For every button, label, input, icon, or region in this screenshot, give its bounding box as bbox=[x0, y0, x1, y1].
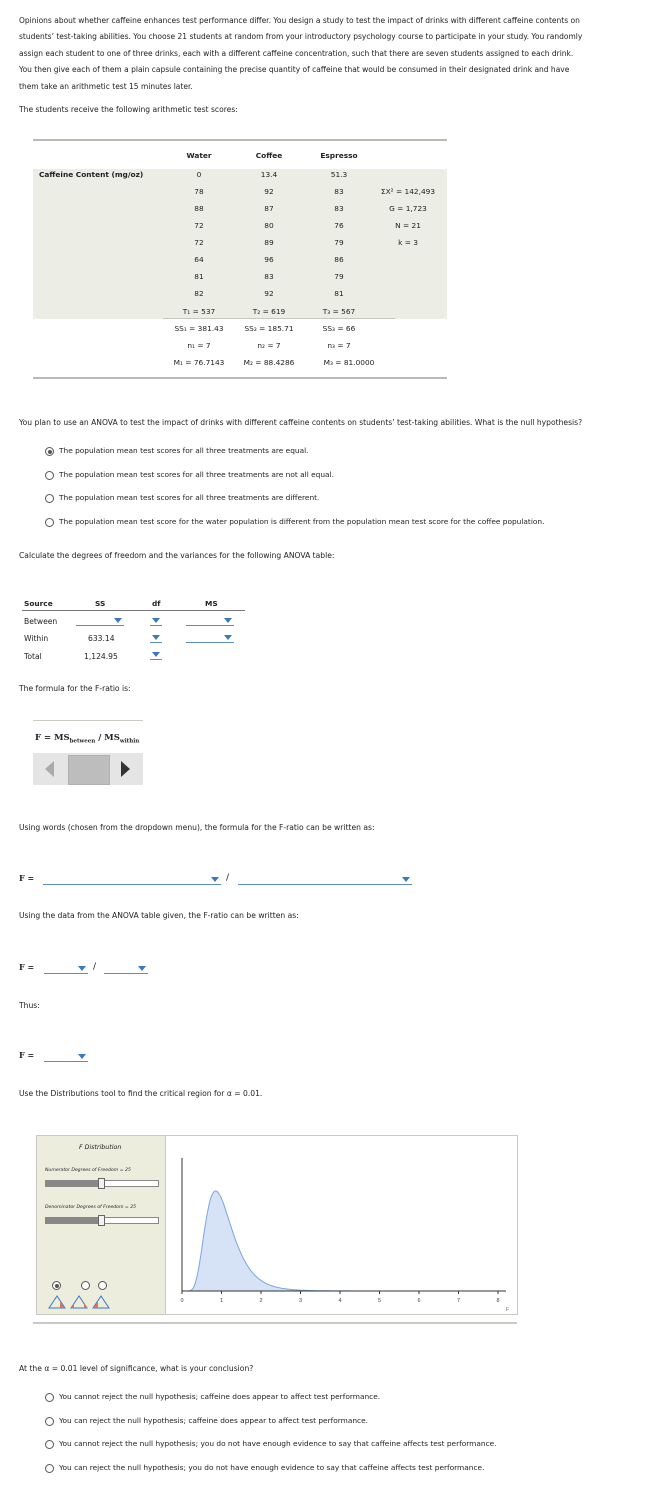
numerator-df-label: Numerator Degrees of Freedom = 25 bbox=[45, 1168, 131, 1173]
anova-header-rule bbox=[22, 610, 245, 611]
scores-caption: The students receive the following arithmetic test scores: bbox=[19, 105, 238, 114]
mean-coffee: M₂ = 88.4286 bbox=[243, 358, 295, 367]
score-coffee: 89 bbox=[264, 238, 274, 247]
df-within-dropdown[interactable] bbox=[150, 633, 162, 643]
score-water: 81 bbox=[194, 272, 204, 281]
thus-label: Thus: bbox=[19, 1001, 40, 1010]
null-hypothesis-option-label[interactable]: The population mean test scores for all three treatments are different. bbox=[59, 493, 320, 503]
conclusion-option-label[interactable]: You can reject the null hypothesis; you do not have enough evidence to say that caffeine affects test performance. bbox=[59, 1463, 485, 1473]
denominator-words-dropdown[interactable] bbox=[238, 875, 412, 885]
sum-x-squared: ΣX² = 142,493 bbox=[380, 187, 436, 196]
intro-line: You then give each of them a plain capsule containing the precise quantity of caffeine that would be consumed in their designated drink and have bbox=[19, 65, 570, 75]
denominator-df-slider-handle[interactable] bbox=[98, 1215, 105, 1226]
ms-within-dropdown[interactable] bbox=[186, 633, 234, 643]
distributions-tool bbox=[36, 1135, 518, 1315]
distribution-title: F Distribution bbox=[79, 1144, 122, 1151]
stats-divider bbox=[163, 318, 395, 319]
x-tick-label: 2 bbox=[259, 1298, 263, 1304]
numerator-words-dropdown[interactable] bbox=[43, 875, 221, 885]
ss-espresso: SS₃ = 66 bbox=[322, 324, 356, 333]
caffeine-water: 0 bbox=[196, 170, 202, 179]
words-slash: / bbox=[226, 873, 230, 883]
right-tail-icon[interactable] bbox=[49, 1296, 65, 1308]
two-tail-radio[interactable] bbox=[81, 1281, 90, 1290]
x-tick-label: 6 bbox=[417, 1298, 421, 1304]
intro-line: Opinions about whether caffeine enhances test performance differ. You design a study to test the impact of drinks with different caffeine contents on bbox=[19, 16, 580, 25]
intro-line: them take an arithmetic test 15 minutes later. bbox=[19, 81, 193, 91]
critical-prompt: Use the Distributions tool to find the critical region for α = 0.01. bbox=[19, 1089, 263, 1098]
total-coffee: T₂ = 619 bbox=[252, 307, 286, 316]
denominator-value-dropdown[interactable] bbox=[104, 964, 148, 974]
caffeine-espresso: 51.3 bbox=[330, 170, 348, 179]
total-water: T₁ = 537 bbox=[182, 307, 216, 316]
x-tick-label: 5 bbox=[377, 1298, 382, 1304]
ss-within-value: 633.14 bbox=[88, 634, 115, 643]
conclusion-option-label[interactable]: You can reject the null hypothesis; caffeine does appear to affect test performance. bbox=[59, 1415, 369, 1425]
null-hypothesis-option-label[interactable]: The population mean test scores for all three treatments are not all equal. bbox=[59, 469, 334, 479]
x-tick-label: 4 bbox=[338, 1298, 342, 1304]
f-density-area bbox=[182, 1191, 498, 1291]
ss-between-dropdown[interactable] bbox=[76, 616, 124, 626]
carousel-next-icon[interactable] bbox=[121, 761, 130, 777]
df-between-dropdown[interactable] bbox=[150, 616, 162, 626]
anova-prompt: Calculate the degrees of freedom and the variances for the following ANOVA table: bbox=[19, 551, 335, 560]
x-tick-label: 7 bbox=[456, 1298, 461, 1304]
words-prompt: Using words (chosen from the dropdown menu), the formula for the F-ratio can be written as: bbox=[19, 823, 375, 832]
anova-source-total: Total bbox=[24, 652, 42, 661]
chevron-down-icon bbox=[224, 635, 232, 640]
score-coffee: 96 bbox=[264, 255, 274, 264]
x-tick-label: 3 bbox=[298, 1298, 303, 1304]
score-water: 72 bbox=[194, 238, 204, 247]
right-tail-radio[interactable] bbox=[52, 1281, 61, 1290]
data-prompt: Using the data from the ANOVA table given, the F-ratio can be written as: bbox=[19, 911, 299, 920]
tail-mode-icons bbox=[47, 1294, 113, 1310]
denominator-df-label: Denominator Degrees of Freedom = 25 bbox=[45, 1205, 137, 1210]
carousel-prev-icon[interactable] bbox=[45, 761, 54, 777]
ms-between-dropdown[interactable] bbox=[186, 616, 234, 626]
null-hypothesis-radio-4[interactable] bbox=[45, 518, 54, 527]
chevron-down-icon bbox=[78, 1054, 86, 1059]
x-tick-label: 8 bbox=[496, 1298, 500, 1304]
score-espresso: 81 bbox=[334, 289, 344, 298]
score-coffee: 87 bbox=[264, 204, 274, 213]
column-header-coffee: Coffee bbox=[255, 151, 283, 160]
mean-espresso: M₃ = 81.0000 bbox=[323, 358, 375, 367]
f-label-words: F = bbox=[19, 873, 35, 883]
score-espresso: 76 bbox=[334, 221, 344, 230]
score-espresso: 86 bbox=[334, 255, 344, 264]
ss-coffee: SS₂ = 185.71 bbox=[244, 324, 294, 333]
score-water: 64 bbox=[194, 255, 204, 264]
null-hypothesis-option-label[interactable]: The population mean test scores for all three treatments are equal. bbox=[59, 446, 309, 455]
k-treatments: k = 3 bbox=[398, 238, 418, 247]
score-espresso: 83 bbox=[334, 204, 344, 213]
x-tick-label: 1 bbox=[219, 1298, 224, 1304]
chevron-down-icon bbox=[78, 966, 86, 971]
chevron-down-icon bbox=[138, 966, 146, 971]
chevron-down-icon bbox=[152, 652, 160, 657]
total-n: N = 21 bbox=[395, 221, 421, 230]
two-tail-icon[interactable] bbox=[71, 1296, 87, 1308]
chevron-down-icon bbox=[211, 877, 219, 882]
denominator-df-slider-fill bbox=[46, 1218, 101, 1223]
score-water: 82 bbox=[194, 289, 204, 298]
n-coffee: n₂ = 7 bbox=[257, 341, 281, 350]
anova-source-between: Between bbox=[24, 617, 58, 626]
grand-total: G = 1,723 bbox=[389, 204, 427, 213]
df-total-dropdown[interactable] bbox=[150, 650, 162, 660]
formula-rule bbox=[33, 720, 143, 721]
caffeine-row-label: Caffeine Content (mg/oz) bbox=[39, 170, 144, 179]
total-espresso: T₃ = 567 bbox=[322, 307, 356, 316]
score-coffee: 92 bbox=[264, 187, 274, 196]
conclusion-radio-1[interactable] bbox=[45, 1393, 54, 1402]
formula-carousel bbox=[33, 753, 143, 785]
numerator-df-slider-fill bbox=[46, 1181, 101, 1186]
intro-line: students’ test-taking abilities. You choose 21 students at random from your introductory psychology course to participate in your study. You randomly bbox=[19, 32, 583, 42]
denominator-df-slider[interactable] bbox=[45, 1217, 159, 1224]
score-coffee: 83 bbox=[264, 272, 274, 281]
f-distribution-plot bbox=[166, 1136, 516, 1314]
f-ratio-formula: $F = MS_{between} / MS_{within}$ bbox=[35, 733, 140, 745]
column-header-water: Water bbox=[186, 151, 212, 160]
carousel-slide-thumbnail[interactable] bbox=[68, 755, 110, 785]
n-espresso: n₃ = 7 bbox=[327, 341, 351, 350]
anova-source-within: Within bbox=[24, 634, 49, 643]
conclusion-option-label[interactable]: You cannot reject the null hypothesis; caffeine does appear to affect test performance. bbox=[59, 1392, 381, 1401]
intro-paragraph bbox=[19, 13, 629, 95]
left-tail-icon[interactable] bbox=[93, 1296, 109, 1308]
null-hypothesis-prompt: You plan to use an ANOVA to test the impact of drinks with different caffeine contents on students’ test-taking abilities. What is the null hypothesis? bbox=[19, 418, 583, 427]
f-label-data: F = bbox=[19, 962, 35, 972]
numerator-value-dropdown[interactable] bbox=[44, 964, 88, 974]
column-header-espresso: Espresso bbox=[320, 151, 358, 160]
score-coffee: 92 bbox=[264, 289, 274, 298]
numerator-df-slider-handle[interactable] bbox=[98, 1178, 105, 1189]
x-tick-label: 0 bbox=[180, 1298, 184, 1304]
conclusion-radio-2[interactable] bbox=[45, 1417, 54, 1426]
conclusion-radio-3[interactable] bbox=[45, 1440, 54, 1449]
conclusion-option-label[interactable]: You cannot reject the null hypothesis; you do not have enough evidence to say that caffeine affects test performance. bbox=[59, 1439, 497, 1449]
null-hypothesis-radio-1[interactable] bbox=[45, 447, 54, 456]
conclusion-prompt: At the α = 0.01 level of significance, what is your conclusion? bbox=[19, 1364, 254, 1373]
f-value-dropdown[interactable] bbox=[44, 1052, 88, 1062]
anova-header-ss: SS bbox=[95, 599, 106, 608]
formula-caption: The formula for the F-ratio is: bbox=[19, 684, 131, 693]
anova-header-ms: MS bbox=[205, 599, 218, 608]
caffeine-coffee: 13.4 bbox=[260, 170, 278, 179]
left-tail-radio[interactable] bbox=[98, 1281, 107, 1290]
score-water: 88 bbox=[194, 204, 204, 213]
ss-total-value: 1,124.95 bbox=[84, 652, 118, 661]
chevron-down-icon bbox=[114, 618, 122, 623]
conclusion-radio-4[interactable] bbox=[45, 1464, 54, 1473]
numerator-df-slider[interactable] bbox=[45, 1180, 159, 1187]
section-divider bbox=[33, 1322, 517, 1324]
score-water: 72 bbox=[194, 221, 204, 230]
score-espresso: 79 bbox=[334, 238, 344, 247]
ss-water: SS₁ = 381.43 bbox=[174, 324, 224, 333]
x-axis-label: F bbox=[506, 1307, 510, 1313]
chevron-down-icon bbox=[152, 618, 160, 623]
null-hypothesis-radio-2[interactable] bbox=[45, 471, 54, 480]
f-label-result: F = bbox=[19, 1050, 35, 1060]
null-hypothesis-option-label[interactable]: The population mean test score for the water population is different from the population mean test score for the coffee population. bbox=[59, 517, 545, 527]
data-slash: / bbox=[93, 962, 97, 972]
intro-line: assign each student to one of three drinks, each with a different caffeine concentration, such that there are seven students assigned to each drink. bbox=[19, 48, 574, 58]
anova-header-source: Source bbox=[24, 599, 53, 608]
mean-water: M₁ = 76.7143 bbox=[173, 358, 225, 367]
chevron-down-icon bbox=[152, 635, 160, 640]
score-water: 78 bbox=[194, 187, 204, 196]
score-table bbox=[33, 139, 447, 379]
distribution-controls bbox=[37, 1136, 166, 1314]
score-espresso: 79 bbox=[334, 272, 344, 281]
anova-header-df: df bbox=[152, 599, 161, 608]
null-hypothesis-radio-3[interactable] bbox=[45, 494, 54, 503]
chevron-down-icon bbox=[224, 618, 232, 623]
chevron-down-icon bbox=[402, 877, 410, 882]
score-coffee: 80 bbox=[264, 221, 274, 230]
score-espresso: 83 bbox=[334, 187, 344, 196]
n-water: n₁ = 7 bbox=[187, 341, 211, 350]
